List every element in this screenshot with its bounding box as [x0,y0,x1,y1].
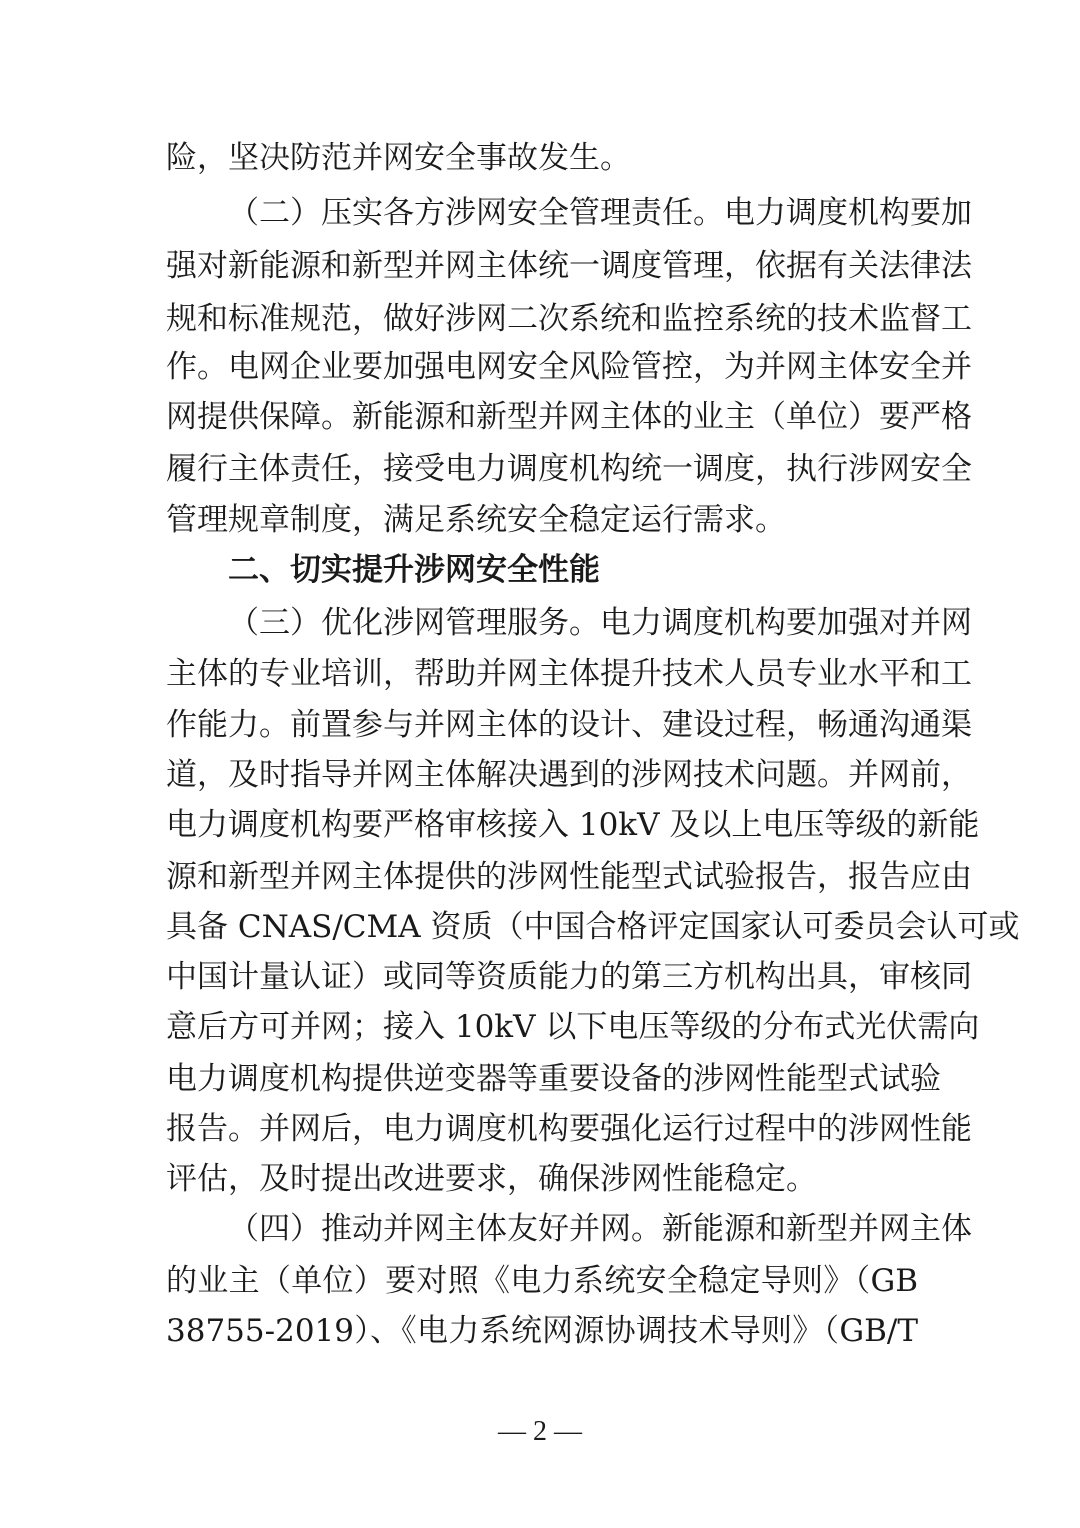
text-line: 源和新型并网主体提供的涉网性能型式试验报告，报告应由 [166,859,972,895]
text-line: （二）压实各方涉网安全管理责任。电力调度机构要加 [228,195,972,231]
text-line: （四）推动并网主体友好并网。新能源和新型并网主体 [228,1211,972,1247]
text-line: 强对新能源和新型并网主体统一调度管理，依据有关法律法 [166,248,972,284]
page-number: — 2 — [498,1416,582,1447]
text-line: 险，坚决防范并网安全事故发生。 [166,140,631,176]
text-line: 具备 CNAS/CMA 资质（中国合格评定国家认可委员会认可或 [166,909,1020,945]
text-line: 主体的专业培训，帮助并网主体提升技术人员专业水平和工 [166,656,972,692]
text-line: 电力调度机构要严格审核接入 10kV 及以上电压等级的新能 [166,807,980,843]
text-line: 作。电网企业要加强电网安全风险管控，为并网主体安全并 [166,349,972,385]
text-line: 规和标准规范，做好涉网二次系统和监控系统的技术监督工 [166,301,972,337]
text-line: 道，及时指导并网主体解决遇到的涉网技术问题。并网前， [166,757,972,793]
text-line: 管理规章制度，满足系统安全稳定运行需求。 [166,502,786,538]
text-line: 电力调度机构提供逆变器等重要设备的涉网性能型式试验 [166,1061,941,1097]
text-line: （三）优化涉网管理服务。电力调度机构要加强对并网 [228,605,972,641]
text-line: 作能力。前置参与并网主体的设计、建设过程，畅通沟通渠 [166,707,972,743]
section-heading: 二、切实提升涉网安全性能 [228,552,600,588]
text-line: 中国计量认证）或同等资质能力的第三方机构出具，审核同 [166,959,972,995]
text-line: 意后方可并网；接入 10kV 以下电压等级的分布式光伏需向 [166,1009,980,1045]
text-line: 报告。并网后，电力调度机构要强化运行过程中的涉网性能 [166,1111,972,1147]
text-line: 评估，及时提出改进要求，确保涉网性能稳定。 [166,1161,817,1197]
text-line: 的业主（单位）要对照《电力系统安全稳定导则》（GB [166,1263,918,1299]
text-line: 网提供保障。新能源和新型并网主体的业主（单位）要严格 [166,399,972,435]
text-line: 履行主体责任，接受电力调度机构统一调度，执行涉网安全 [166,451,972,487]
text-line: 38755-2019）、《电力系统网源协调技术导则》（GB/T [166,1313,918,1349]
